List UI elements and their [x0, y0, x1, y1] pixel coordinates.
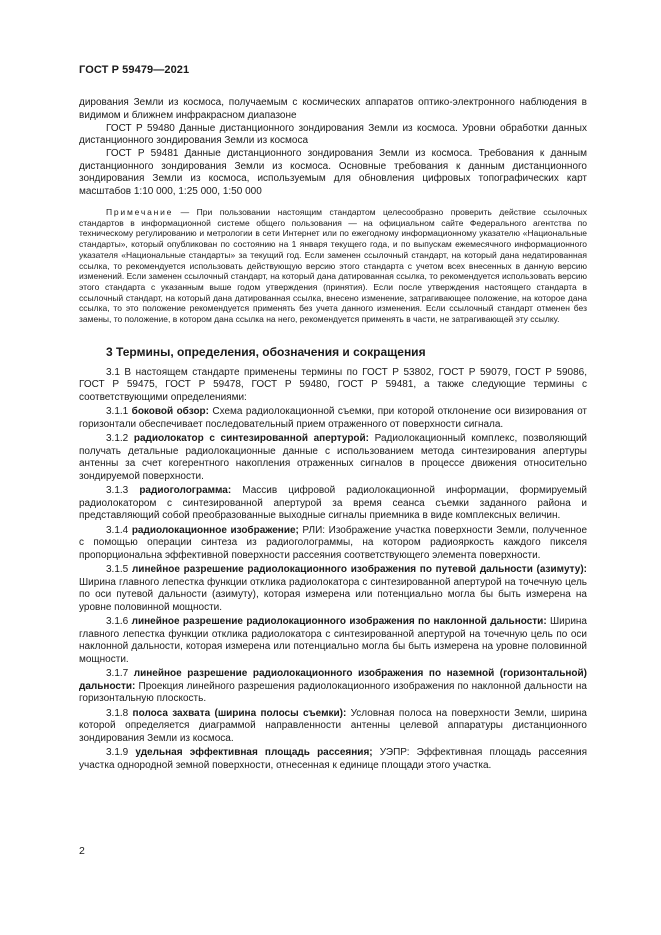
- term-number: 3.1.9: [106, 747, 136, 759]
- term-definition: [79, 708, 587, 746]
- term-name: радиоголограмма:: [139, 485, 232, 497]
- term-definition: [79, 564, 587, 614]
- term-number: 3.1.2: [106, 433, 134, 445]
- term-text: Ширина главного лепестка функции отклика радиолокатора с синтезированной апертурой на точечную цель по оси путевой дальности (азимуту), которая измерена или потенциально могла бы быть измерена на уровне половинной мощности.: [79, 576, 587, 613]
- term-number: 3.1.7: [106, 668, 134, 680]
- term-definition: [79, 406, 587, 431]
- terms-list: [79, 406, 587, 772]
- term-definition: [79, 616, 587, 666]
- term-name: радиолокатор с синтезированной апертурой:: [133, 433, 370, 445]
- section-title: 3 Термины, определения, обозначения и сокращения: [106, 344, 426, 359]
- note-paragraph: [79, 207, 587, 325]
- term-name: линейное разрешение радиолокационного изображения по наземной (горизонтальной) дальности:: [79, 668, 587, 692]
- term-name: удельная эффективная площадь рассеяния;: [135, 747, 373, 759]
- term-definition: [79, 525, 587, 563]
- document-header: ГОСТ Р 59479—2021: [79, 64, 190, 76]
- term-text: Схема радиолокационной съемки, при которой отклонение оси визирования от горизонтали обеспечивает последовательный прием отраженного от поверхности сигнала.: [79, 406, 587, 430]
- note-label: Примечание: [106, 207, 174, 217]
- term-name: полоса захвата (ширина полосы съемки):: [132, 707, 347, 719]
- term-definition: [79, 668, 587, 706]
- term-number: 3.1.8: [106, 707, 133, 719]
- term-text: Ширина главного лепестка функции отклика радиолокатора с синтезированной апертурой на точечную цель по оси наклонной дальности, которая измерена или потенциально могла бы быть измерена на уровне половинной мощности.: [79, 616, 587, 665]
- page-number: 2: [79, 845, 85, 857]
- term-text: УЭПР: Эффективная площадь рассеяния участка однородной земной поверхности, отнесенная к единице площади этого участка.: [79, 747, 587, 771]
- term-text: Проекция линейного разрешения радиолокационного изображения по наклонной дальности на горизонтальную плоскость.: [79, 680, 587, 705]
- page-content: [79, 97, 587, 772]
- term-name: радиолокационное изображение;: [131, 524, 299, 536]
- term-number: 3.1.5: [106, 564, 132, 576]
- term-number: 3.1.6: [106, 616, 132, 628]
- reference-continuation: дирования Земли из космоса, получаемым с космических аппаратов оптико-электронного наблюдения в видимом и ближнем инфракрасном диапазоне: [79, 97, 587, 121]
- term-text: Условная полоса на поверхности Земли, ширина которой определяется диаграммой направленности антенны целевой аппаратуры дистанционного зондирования Земли из космоса.: [79, 707, 587, 744]
- reference-gost-59480: ГОСТ Р 59480 Данные дистанционного зондирования Земли из космоса. Уровни обработки данных дистанционного зондирования Земли из космоса: [79, 122, 587, 146]
- reference-gost-59481: ГОСТ Р 59481 Данные дистанционного зондирования Земли из космоса. Требования к данным дистанционного зондирования Земли из космоса. Основные требования к данным дистанционного зондирования Земли из космоса, используемым для обновления цифровых топографических карт масштабов 1:10 000, 1:25 000, 1:50 000: [79, 148, 587, 197]
- term-number: 3.1.1: [106, 406, 132, 418]
- term-number: 3.1.3: [106, 485, 140, 497]
- term-text: Массив цифровой радиолокационной информации, формируемый радиолокатором с синтезированной апертурой за время сеанса съемки заданного района и представляющий собой преобразованные выходные сигналы приемника в виде комплексных величин.: [79, 485, 587, 522]
- term-name: линейное разрешение радиолокационного изображения по путевой дальности (азимуту):: [131, 564, 587, 576]
- section-intro: 3.1 В настоящем стандарте применены термины по ГОСТ Р 53802, ГОСТ Р 59079, ГОСТ Р 59086, ГОСТ Р 59475, ГОСТ Р 59478, ГОСТ Р 59480, ГОСТ Р 59481, а также следующие термины с соответствующими определениями:: [79, 366, 587, 403]
- term-name: линейное разрешение радиолокационного изображения по наклонной дальности:: [131, 616, 547, 628]
- term-definition: [79, 747, 587, 772]
- term-text: РЛИ: Изображение участка поверхности Земли, полученное с помощью операции синтеза из радиоголограммы, на котором радиояркость каждого пикселя пропорциональна эффективной поверхности рассеяния соответствующего элемента поверхности.: [79, 524, 588, 561]
- term-definition: [79, 433, 587, 483]
- term-definition: [79, 485, 587, 523]
- term-number: 3.1.4: [106, 524, 132, 536]
- term-name: боковой обзор:: [131, 406, 209, 418]
- term-text: Радиолокационный комплекс, позволяющий получать детальные радиолокационные данные с использованием метода синтезирования апертуры антенны за счет когерентного накопления отраженных сигналов в процессе движения относительно зондируемой поверхности.: [79, 433, 587, 482]
- note-text: — При пользовании настоящим стандартом целесообразно проверить действие ссылочных стандартов в информационной системе общего пользования — на официальном сайте Федерального агентства по техническому регулированию и метрологии в сети Интернет или по ежегодному информационному указателю «Национальные стандарты», который опубликован по состоянию на 1 января текущего года, и по выпускам ежемесячного информационного указателя «Национальные стандарты» за текущий год. Если заменен ссылочный стандарт, на который дана недатированная ссылка, то рекомендуется использовать действующую версию этого стандарта с учетом всех внесенных в данную версию изменений. Если заменен ссылочный стандарт, на который дана датированная ссылка, то рекомендуется использовать версию этого стандарта с указанным выше годом утверждения (принятия). Если после утверждения настоящего стандарта в ссылочный стандарт, на который дана датированная ссылка, внесено изменение, затрагивающее положение, на которое дана ссылка, то это положение рекомендуется применять без учета данного изменения. Если ссылочный стандарт отменен без замены, то положение, в котором дана ссылка на него, рекомендуется применять в части, не затрагивающей эту ссылку.: [79, 207, 587, 325]
